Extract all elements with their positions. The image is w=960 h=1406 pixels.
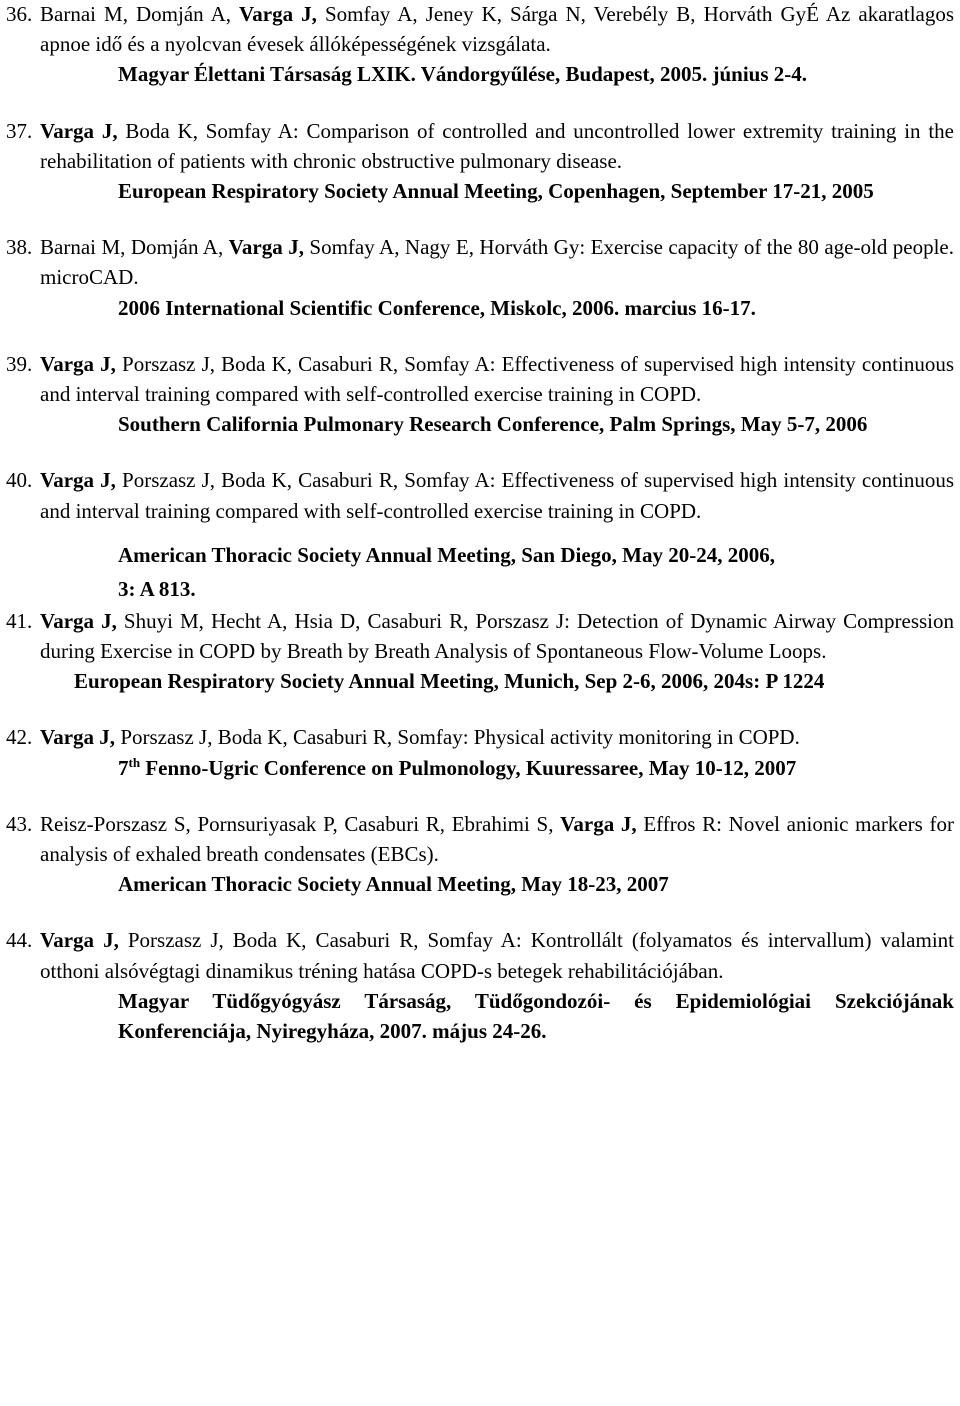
entry-citation: [40, 465, 954, 525]
entry-venue-ordinal-suffix: th: [128, 754, 141, 770]
entry-citation: [40, 116, 954, 176]
entry-venue: European Respiratory Society Annual Meeting, Copenhagen, September 17-21, 2005: [118, 179, 874, 204]
entry-highlighted-author: Varga J,: [560, 811, 637, 836]
entry-number: 43.: [6, 811, 33, 836]
entry-venue-text: Fenno-Ugric Conference on Pulmonology, Kuuressaree, May 10-12, 2007: [140, 755, 797, 780]
publication-entry-38: [6, 232, 954, 323]
entry-title: Shuyi M, Hecht A, Hsia D, Casaburi R, Porszasz J: Detection of Dynamic Airway Compression during Exercise in COPD by Breath by Breath Analysis of Spontaneous Flow-Volume Loops.: [40, 608, 954, 664]
entry-venue-ordinal: 7: [118, 755, 129, 780]
entry-highlighted-author: Varga J,: [40, 351, 116, 376]
entry-number: 40.: [6, 468, 33, 493]
entry-citation: [40, 0, 954, 59]
entry-number: 42.: [6, 725, 33, 750]
entry-venue-citation: 3: A 813.: [118, 576, 196, 601]
publication-entry-37: [6, 116, 954, 207]
publication-entry-42: [6, 722, 954, 782]
entry-number: 36.: [6, 2, 33, 26]
entry-title: Porszasz J, Boda K, Casaburi R, Somfay: Physical activity monitoring in COPD.: [115, 725, 800, 750]
entry-highlighted-author: Varga J,: [40, 928, 119, 953]
entry-highlighted-author: Varga J,: [40, 468, 116, 493]
publication-entry-44: [6, 925, 954, 1046]
entry-venue: 2006 International Scientific Conference, Miskolc, 2006. marcius 16-17.: [118, 295, 756, 320]
entry-title: Effros R: Novel anionic markers for analysis of exhaled breath condensates (EBCs).: [40, 811, 954, 867]
entry-number: 37.: [6, 118, 33, 143]
entry-venue: [118, 538, 954, 606]
publication-entry-39: [6, 349, 954, 440]
entry-citation: [40, 232, 954, 292]
entry-number: 41.: [6, 608, 33, 633]
publication-entry-36: [6, 0, 954, 90]
entry-authors-before: Barnai M, Domján A,: [40, 235, 229, 260]
entry-citation: [40, 809, 954, 869]
entry-highlighted-author: Varga J,: [40, 118, 118, 143]
entry-citation: [40, 606, 954, 666]
entry-number: 44.: [6, 928, 33, 953]
entry-highlighted-author: Varga J,: [239, 2, 317, 26]
entry-venue: Southern California Pulmonary Research Conference, Palm Springs, May 5-7, 2006: [118, 412, 868, 437]
entry-title: Somfay A, Nagy E, Horváth Gy: Exercise capacity of the 80 age-old people. microCAD.: [40, 235, 955, 290]
publication-entry-41: [6, 606, 954, 697]
entry-venue: European Respiratory Society Annual Meeting, Munich, Sep 2-6, 2006, 204s: P 1224: [74, 669, 825, 694]
publication-entry-43: [6, 809, 954, 900]
entry-number: 38.: [6, 235, 33, 260]
entry-number: 39.: [6, 351, 33, 376]
entry-highlighted-author: Varga J,: [40, 725, 116, 750]
entry-venue: American Thoracic Society Annual Meeting, May 18-23, 2007: [118, 872, 669, 897]
entry-title: Boda K, Somfay A: Comparison of controlled and uncontrolled lower extremity training in the rehabilitation of patients with chronic obstructive pulmonary disease.: [40, 118, 954, 173]
entry-citation: [40, 925, 954, 985]
entry-highlighted-author: Varga J,: [40, 608, 117, 633]
publication-entry-40: [6, 465, 954, 605]
entry-title: Somfay A, Jeney K, Sárga N, Verebély B, Horváth GyÉ Az akaratlagos apnoe idő és a nyolcvan évesek állóképességének vizsgálata.: [40, 2, 955, 57]
entry-title: Porszasz J, Boda K, Casaburi R, Somfay A: Effectiveness of supervised high intensity continuous and interval training compared with self-controlled exercise training in COPD.: [40, 468, 954, 523]
entry-highlighted-author: Varga J,: [228, 235, 304, 260]
entry-authors-before: Reisz-Porszasz S, Pornsuriyasak P, Casaburi R, Ebrahimi S,: [40, 811, 561, 836]
entry-citation: [40, 722, 954, 752]
entry-venue: Magyar Tüdőgyógyász Társaság, Tüdőgondozói- és Epidemiológiai Szekciójának Konferenciája, Nyiregyháza, 2007. május 24-26.: [118, 988, 954, 1044]
entry-title: Porszasz J, Boda K, Casaburi R, Somfay A: Kontrollált (folyamatos és intervallum) valamint otthoni alsóvégtagi dinamikus tréning hatása COPD-s betegek rehabilitációjában.: [40, 928, 954, 983]
entry-authors-before: Barnai M, Domján A,: [40, 2, 240, 26]
entry-venue: Magyar Élettani Társaság LXIK. Vándorgyűlése, Budapest, 2005. június 2-4.: [118, 62, 808, 87]
entry-venue: [118, 753, 954, 783]
entry-title: Porszasz J, Boda K, Casaburi R, Somfay A: Effectiveness of supervised high intensity continuous and interval training compared with self-controlled exercise training in COPD.: [40, 351, 954, 407]
entry-citation: [40, 349, 954, 409]
entry-venue-text: American Thoracic Society Annual Meeting, San Diego, May 20-24, 2006,: [118, 542, 775, 567]
